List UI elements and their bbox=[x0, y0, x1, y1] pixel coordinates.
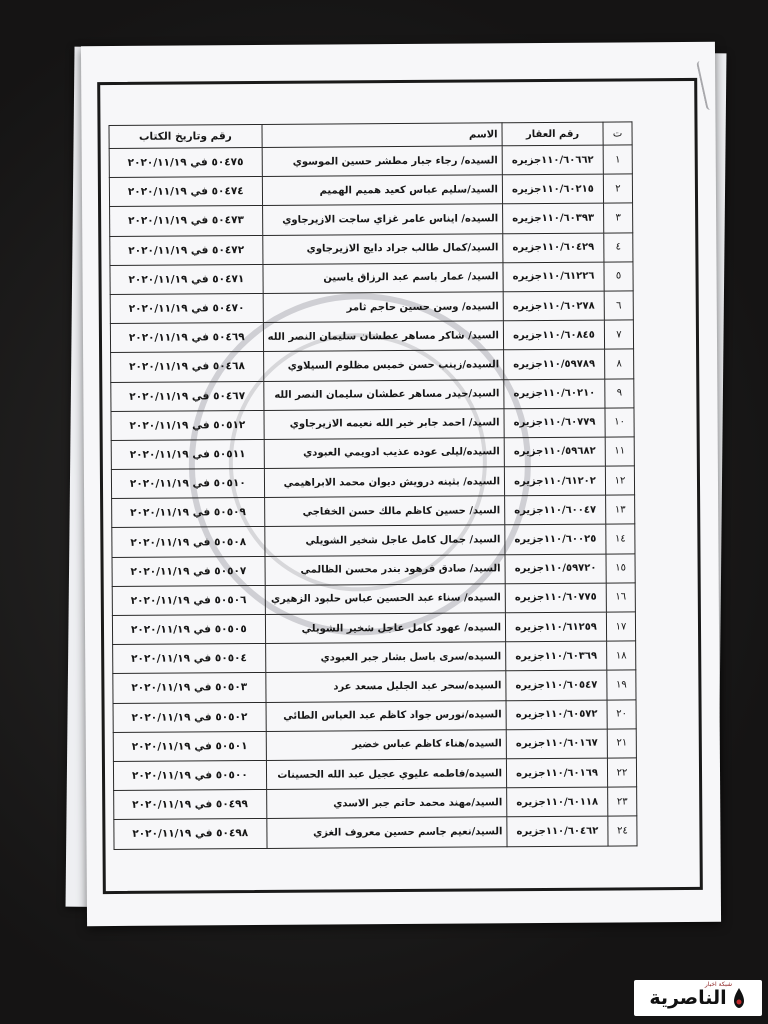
row-property-number: ١١٠/٦٠٥٤٧جزيره bbox=[506, 670, 607, 700]
watermark-text: الناصرية bbox=[649, 987, 727, 1009]
row-name: السيد/ عمار باسم عبد الرزاق ياسين bbox=[263, 263, 504, 294]
table-row bbox=[111, 466, 634, 499]
header-property: رقم العقار bbox=[502, 122, 603, 146]
row-reference: ٥٠٤٧٤ في ٢٠٢٠/١١/١٩ bbox=[109, 177, 262, 207]
row-property-number: ١١٠/٦٠٢١٥جزيره bbox=[502, 174, 603, 204]
table-row bbox=[113, 641, 636, 674]
row-reference: ٥٠٥٠٣ في ٢٠٢٠/١١/١٩ bbox=[113, 673, 266, 703]
row-name: السيده/ وسن حسين حاجم ثامر bbox=[263, 292, 504, 323]
row-name: السيده/زينب حسن خميس مظلوم السيلاوي bbox=[263, 350, 504, 381]
row-number: ٢ bbox=[603, 174, 632, 203]
row-reference: ٥٠٥٠٦ في ٢٠٢٠/١١/١٩ bbox=[112, 585, 265, 615]
table-row bbox=[111, 408, 634, 441]
row-number: ١٠ bbox=[605, 408, 634, 437]
row-reference: ٥٠٥١٢ في ٢٠٢٠/١١/١٩ bbox=[111, 410, 264, 440]
row-reference: ٥٠٥٠٠ في ٢٠٢٠/١١/١٩ bbox=[113, 760, 266, 790]
watermark-logo bbox=[634, 980, 762, 1016]
table-body bbox=[109, 145, 637, 849]
row-reference: ٥٠٤٧٢ في ٢٠٢٠/١١/١٩ bbox=[110, 235, 263, 265]
table-row bbox=[113, 758, 636, 791]
staple-pin-icon bbox=[696, 59, 718, 110]
row-name: السيد/سليم عباس كعيد هميم الهميم bbox=[262, 175, 503, 206]
table-row bbox=[109, 174, 632, 207]
table-row bbox=[110, 203, 633, 236]
row-property-number: ١١٠/٦١٢٠٢جزيره bbox=[504, 466, 605, 496]
row-number: ١٩ bbox=[607, 670, 636, 699]
row-reference: ٥٠٥٠٤ في ٢٠٢٠/١١/١٩ bbox=[113, 644, 266, 674]
row-number: ١ bbox=[603, 145, 632, 174]
table-row bbox=[112, 553, 635, 586]
row-property-number: ١١٠/٦٠١٦٧جزيره bbox=[506, 729, 607, 759]
row-reference: ٥٠٤٧٠ في ٢٠٢٠/١١/١٩ bbox=[110, 293, 263, 323]
row-number: ١٧ bbox=[606, 612, 635, 641]
row-name: السيد/ شاكر مساهر عطشان سليمان النصر الله bbox=[263, 321, 504, 352]
row-property-number: ١١٠/٦٠٦٦٢جزيره bbox=[502, 145, 603, 175]
row-number: ١٥ bbox=[606, 553, 635, 582]
table-row bbox=[113, 670, 636, 703]
row-number: ٣ bbox=[604, 203, 633, 232]
row-number: ١٣ bbox=[606, 495, 635, 524]
row-name: السيده/هناء كاظم عباس خضير bbox=[266, 730, 507, 761]
row-property-number: ١١٠/٦٠١١٨جزيره bbox=[507, 787, 608, 817]
row-reference: ٥٠٥١٠ في ٢٠٢٠/١١/١٩ bbox=[111, 469, 264, 499]
row-name: السيده/سحر عبد الجليل مسعد عرد bbox=[265, 671, 506, 702]
row-property-number: ١١٠/٦١٢٥٩جزيره bbox=[505, 612, 606, 642]
row-reference: ٥٠٥٠٧ في ٢٠٢٠/١١/١٩ bbox=[112, 556, 265, 586]
row-property-number: ١١٠/٦٠٠٤٧جزيره bbox=[505, 495, 606, 525]
row-property-number: ١١٠/٦٠٢٧٨جزيره bbox=[503, 291, 604, 321]
row-name: السيده/فاطمه عليوي عجيل عبد الله الحسينات bbox=[266, 759, 507, 790]
row-name: السيد/ احمد جابر خير الله نعيمه الازيرجاوي bbox=[264, 408, 505, 439]
table-row bbox=[110, 262, 633, 295]
table-row bbox=[111, 378, 634, 411]
watermark-subtext: شبكة اخبار bbox=[704, 981, 732, 988]
property-table bbox=[108, 121, 637, 849]
row-number: ١٨ bbox=[607, 641, 636, 670]
row-number: ٧ bbox=[604, 320, 633, 349]
row-name: السيده/ عهود كامل عاجل شخير الشويلي bbox=[265, 613, 506, 644]
row-number: ١١ bbox=[605, 437, 634, 466]
table-row bbox=[114, 787, 637, 820]
row-property-number: ١١٠/٦٠٨٤٥جزيره bbox=[503, 320, 604, 350]
row-reference: ٥٠٥٠٩ في ٢٠٢٠/١١/١٩ bbox=[112, 498, 265, 528]
row-property-number: ١١٠/٥٩٧٢٠جزيره bbox=[505, 554, 606, 584]
row-property-number: ١١٠/٦٠٥٧٢جزيره bbox=[506, 700, 607, 730]
table-row bbox=[111, 349, 634, 382]
table-row bbox=[111, 437, 634, 470]
row-number: ٥ bbox=[604, 262, 633, 291]
row-reference: ٥٠٤٧٥ في ٢٠٢٠/١١/١٩ bbox=[109, 147, 262, 177]
row-reference: ٥٠٤٧١ في ٢٠٢٠/١١/١٩ bbox=[110, 264, 263, 294]
row-name: السيد/نعيم جاسم حسين معروف الغزي bbox=[266, 817, 507, 848]
row-property-number: ١١٠/٦٠٠٢٥جزيره bbox=[505, 525, 606, 555]
row-name: السيد/ جمال كامل عاجل شخير الشويلي bbox=[264, 525, 505, 556]
row-property-number: ١١٠/٥٩٦٨٢جزيره bbox=[504, 437, 605, 467]
row-number: ٤ bbox=[604, 232, 633, 261]
row-property-number: ١١٠/٦٠١٦٩جزيره bbox=[506, 758, 607, 788]
row-name: السيده/نورس جواد كاظم عبد العباس الطائي bbox=[266, 700, 507, 731]
row-name: السيد/حيدر مساهر عطشان سليمان النصر الله bbox=[263, 379, 504, 410]
row-reference: ٥٠٤٦٧ في ٢٠٢٠/١١/١٩ bbox=[111, 381, 264, 411]
document-sheet bbox=[81, 42, 721, 926]
table-row bbox=[112, 583, 635, 616]
header-name: الاسم bbox=[262, 123, 503, 148]
table-row bbox=[110, 320, 633, 353]
row-property-number: ١١٠/٦٠٣٦٩جزيره bbox=[506, 641, 607, 671]
row-name: السيده/سرى باسل بشار جبر العبودي bbox=[265, 642, 506, 673]
table-row bbox=[112, 612, 635, 645]
row-reference: ٥٠٤٦٨ في ٢٠٢٠/١١/١٩ bbox=[111, 352, 264, 382]
row-reference: ٥٠٤٦٩ في ٢٠٢٠/١١/١٩ bbox=[110, 323, 263, 353]
row-property-number: ١١٠/٦١٢٢٦جزيره bbox=[503, 262, 604, 292]
table-row bbox=[110, 291, 633, 324]
row-property-number: ١١٠/٦٠٤٦٢جزيره bbox=[507, 816, 608, 846]
row-number: ١٦ bbox=[606, 583, 635, 612]
table-frame bbox=[97, 78, 703, 894]
row-reference: ٥٠٤٩٨ في ٢٠٢٠/١١/١٩ bbox=[114, 819, 267, 849]
table-row bbox=[113, 699, 636, 732]
row-property-number: ١١٠/٦٠٢١٠جزيره bbox=[504, 379, 605, 409]
row-property-number: ١١٠/٦٠٧٧٩جزيره bbox=[504, 408, 605, 438]
row-reference: ٥٠٤٧٣ في ٢٠٢٠/١١/١٩ bbox=[110, 206, 263, 236]
row-property-number: ١١٠/٥٩٧٨٩جزيره bbox=[504, 349, 605, 379]
row-number: ٢٤ bbox=[608, 816, 637, 845]
row-name: السيده/ليلى عوده عذيب ادويمي العبودي bbox=[264, 438, 505, 469]
row-number: ١٤ bbox=[606, 524, 635, 553]
row-property-number: ١١٠/٦٠٤٢٩جزيره bbox=[503, 233, 604, 263]
row-number: ٦ bbox=[604, 291, 633, 320]
row-number: ٨ bbox=[605, 349, 634, 378]
table-row bbox=[112, 495, 635, 528]
row-name: السيد/ حسين كاظم مالك حسن الخفاجي bbox=[264, 496, 505, 527]
row-property-number: ١١٠/٦٠٣٩٣جزيره bbox=[503, 203, 604, 233]
row-number: ٢٠ bbox=[607, 699, 636, 728]
table-row bbox=[110, 232, 633, 265]
header-reference: رقم وتاريخ الكتاب bbox=[109, 124, 262, 148]
row-name: السيده/ رجاء جبار مطشر حسين الموسوي bbox=[262, 146, 503, 177]
row-number: ٢٢ bbox=[607, 758, 636, 787]
table-row bbox=[112, 524, 635, 557]
row-name: السيد/كمال طالب جراد دايج الازيرجاوي bbox=[262, 233, 503, 264]
row-reference: ٥٠٤٩٩ في ٢٠٢٠/١١/١٩ bbox=[114, 790, 267, 820]
row-number: ٢١ bbox=[607, 729, 636, 758]
row-name: السيد/مهند محمد حاتم جبر الاسدي bbox=[266, 788, 507, 819]
header-number: ت bbox=[603, 122, 632, 145]
table-row bbox=[114, 816, 637, 849]
row-number: ١٢ bbox=[605, 466, 634, 495]
row-reference: ٥٠٥٠٥ في ٢٠٢٠/١١/١٩ bbox=[112, 614, 265, 644]
row-name: السيده/ سناء عبد الحسين عباس حلبود الزهيري bbox=[265, 584, 506, 615]
row-property-number: ١١٠/٦٠٧٧٥جزيره bbox=[505, 583, 606, 613]
row-reference: ٥٠٥٠٢ في ٢٠٢٠/١١/١٩ bbox=[113, 702, 266, 732]
table-row bbox=[109, 145, 632, 178]
table-row bbox=[113, 729, 636, 762]
row-name: السيد/ صادق فرهود بندر محسن الظالمي bbox=[265, 554, 506, 585]
row-name: السيده/ بثينه درويش ديوان محمد الابراهيمي bbox=[264, 467, 505, 498]
row-number: ٢٣ bbox=[608, 787, 637, 816]
row-number: ٩ bbox=[605, 378, 634, 407]
row-reference: ٥٠٥١١ في ٢٠٢٠/١١/١٩ bbox=[111, 439, 264, 469]
row-name: السيده/ ايناس عامر غزاي ساجت الازيرجاوي bbox=[262, 204, 503, 235]
row-reference: ٥٠٥٠٨ في ٢٠٢٠/١١/١٩ bbox=[112, 527, 265, 557]
logo-emblem-icon bbox=[731, 987, 747, 1009]
row-reference: ٥٠٥٠١ في ٢٠٢٠/١١/١٩ bbox=[113, 731, 266, 761]
